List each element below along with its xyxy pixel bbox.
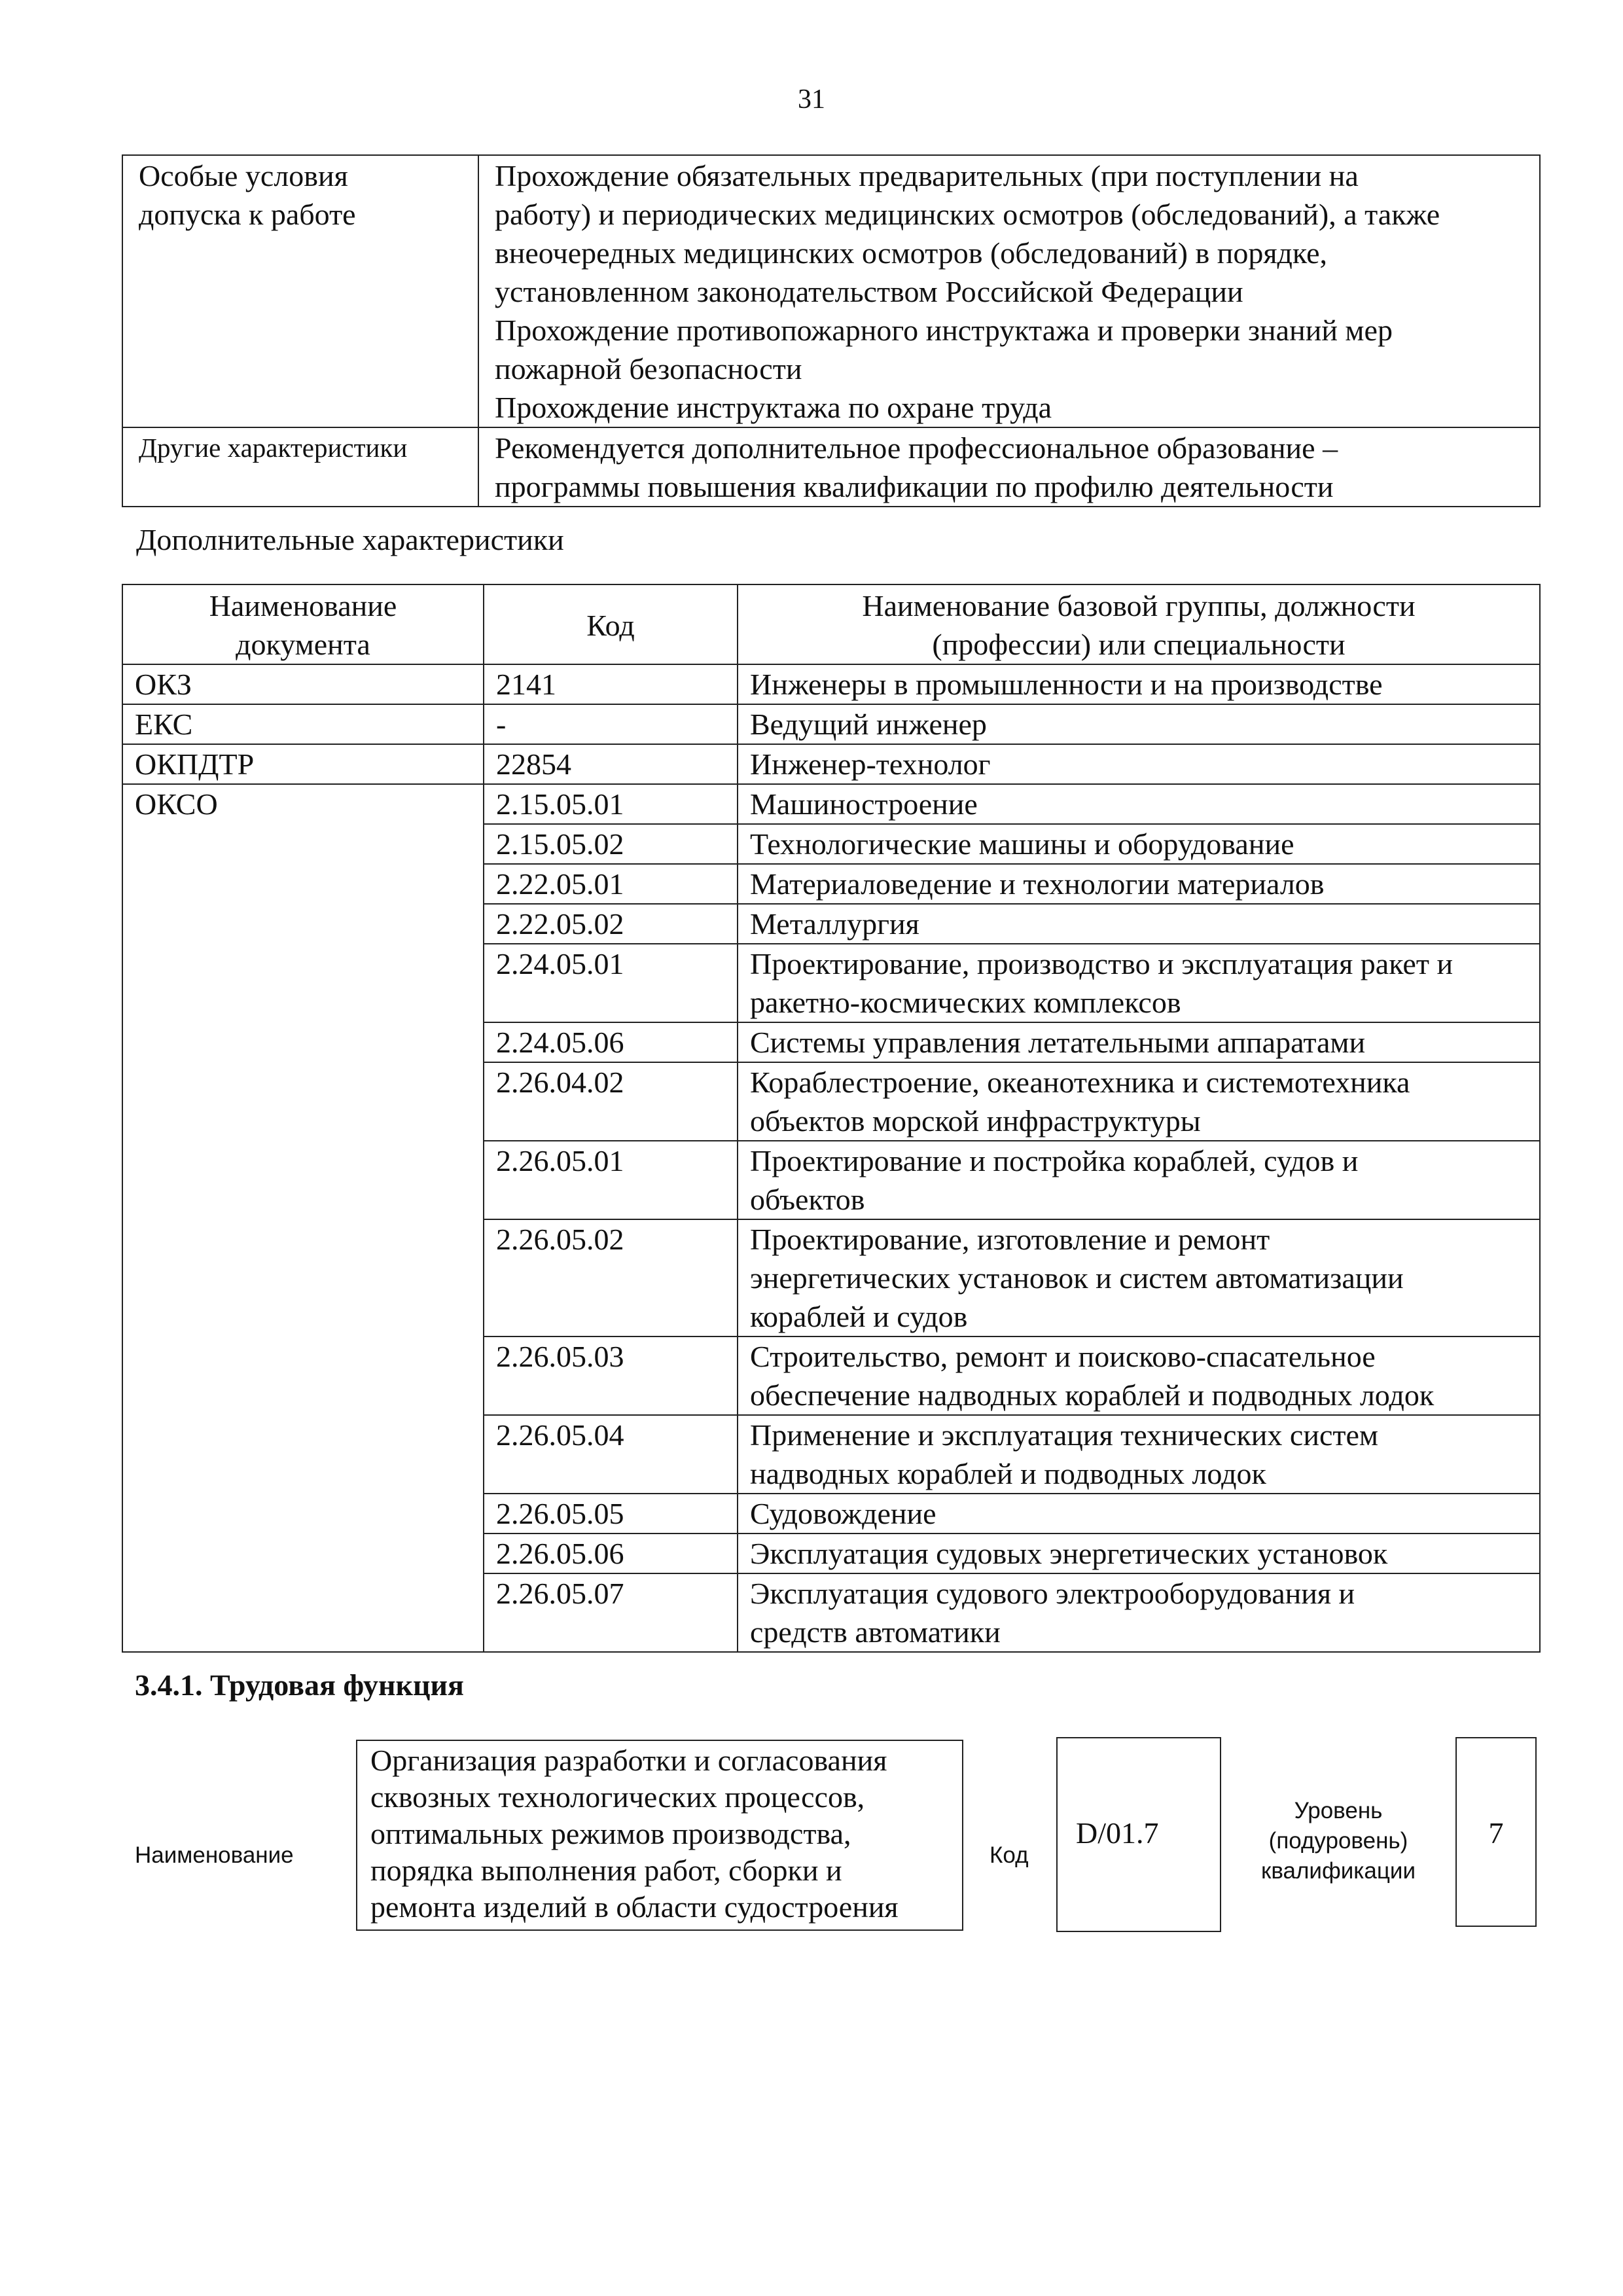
- cell-line: Эксплуатация судовых энергетических установок: [750, 1537, 1388, 1570]
- level-label-line: (подуровень): [1268, 1828, 1408, 1854]
- name-cell: [738, 704, 1540, 744]
- labor-function-title: 3.4.1. Трудовая функция: [135, 1668, 464, 1702]
- cell-line: Инженеры в промышленности и на производстве: [750, 668, 1383, 701]
- name-cell: [738, 1336, 1540, 1415]
- table-header-row: [122, 584, 1540, 664]
- cell-line: Рекомендуется дополнительное профессиональное образование –: [495, 431, 1338, 465]
- page-number: 31: [798, 84, 825, 115]
- level-label: [1243, 1796, 1433, 1886]
- cell-line: Металлургия: [750, 907, 919, 941]
- cell-line: сквозных технологических процессов,: [370, 1780, 865, 1814]
- document-cell: ЕКС: [122, 704, 484, 744]
- conditions-label-cell: [122, 155, 478, 427]
- code-cell: -: [484, 704, 738, 744]
- cell-line: Применение и эксплуатация технических систем: [750, 1418, 1379, 1452]
- header-cell-document: [122, 584, 484, 664]
- cell-line: Технологические машины и оборудование: [750, 827, 1294, 861]
- function-name-box: [356, 1740, 963, 1931]
- level-label-line: Уровень: [1294, 1798, 1383, 1823]
- code-cell: 22854: [484, 744, 738, 784]
- name-cell: [738, 1062, 1540, 1141]
- cell-line: Наименование базовой группы, должности: [862, 589, 1416, 622]
- code-cell: 2.26.05.07: [484, 1573, 738, 1652]
- table-row: [122, 744, 1540, 784]
- name-cell: [738, 864, 1540, 904]
- name-cell: [738, 1415, 1540, 1494]
- code-cell: 2.15.05.01: [484, 784, 738, 824]
- cell-line: Организация разработки и согласования: [370, 1744, 887, 1777]
- single-rows: [122, 664, 1540, 784]
- cell-line: средств автоматики: [750, 1615, 1001, 1649]
- cell-line: Прохождение инструктажа по охране труда: [495, 391, 1052, 424]
- code-label: Код: [990, 1842, 1029, 1868]
- cell-line: пожарной безопасности: [495, 352, 802, 386]
- code-cell: 2.26.05.04: [484, 1415, 738, 1494]
- cell-line: Материаловедение и технологии материалов: [750, 867, 1325, 901]
- table-row: [122, 155, 1540, 427]
- conditions-table: [122, 154, 1541, 507]
- table-row: [122, 784, 1540, 824]
- extra-characteristics-table: [122, 584, 1541, 1653]
- cell-line: Системы управления летательными аппаратами: [750, 1026, 1366, 1059]
- cell-line: Машиностроение: [750, 787, 978, 821]
- cell-line: Строительство, ремонт и поисково-спасательное: [750, 1340, 1376, 1373]
- cell-line: Инженер-технолог: [750, 747, 991, 781]
- code-cell: 2.15.05.02: [484, 824, 738, 864]
- name-cell: [738, 824, 1540, 864]
- cell-line: установленном законодательством Российской Федерации: [495, 275, 1243, 308]
- cell-line: Проектирование, производство и эксплуатация ракет и: [750, 947, 1454, 980]
- conditions-value-cell: [478, 427, 1540, 507]
- level-label-line: квалификации: [1261, 1858, 1416, 1884]
- code-cell: 2.26.04.02: [484, 1062, 738, 1141]
- cell-line: Другие характеристики: [139, 433, 408, 463]
- code-cell: 2.26.05.02: [484, 1219, 738, 1336]
- table-row: [122, 664, 1540, 704]
- cell-line: Эксплуатация судового электрооборудования и: [750, 1577, 1355, 1610]
- cell-line: объектов: [750, 1183, 865, 1216]
- name-cell: [738, 1022, 1540, 1062]
- function-code-box: D/01.7: [1056, 1737, 1221, 1932]
- cell-line: Проектирование, изготовление и ремонт: [750, 1223, 1270, 1256]
- cell-line: Прохождение обязательных предварительных (при поступлении на: [495, 159, 1359, 192]
- table-row: [122, 704, 1540, 744]
- cell-line: объектов морской инфраструктуры: [750, 1104, 1201, 1138]
- document-cell: ОКСО: [122, 784, 484, 1652]
- name-cell: [738, 1141, 1540, 1219]
- code-cell: 2.26.05.05: [484, 1494, 738, 1534]
- code-cell: 2.22.05.01: [484, 864, 738, 904]
- name-cell: [738, 664, 1540, 704]
- cell-line: ремонта изделий в области судостроения: [370, 1890, 899, 1924]
- code-cell: 2.24.05.01: [484, 944, 738, 1022]
- name-cell: [738, 1573, 1540, 1652]
- cell-line: Прохождение противопожарного инструктажа и проверки знаний мер: [495, 314, 1393, 347]
- cell-line: порядка выполнения работ, сборки и: [370, 1854, 842, 1887]
- cell-line: обеспечение надводных кораблей и подводных лодок: [750, 1378, 1435, 1412]
- code-cell: 2.26.05.01: [484, 1141, 738, 1219]
- cell-line: допуска к работе: [139, 198, 356, 231]
- cell-line: энергетических установок и систем автоматизации: [750, 1261, 1404, 1295]
- name-cell: [738, 1219, 1540, 1336]
- qualification-level-box: 7: [1455, 1737, 1537, 1927]
- code-cell: 2.22.05.02: [484, 904, 738, 944]
- cell-line: документа: [236, 628, 370, 661]
- cell-line: Наименование: [209, 589, 397, 622]
- cell-line: Ведущий инженер: [750, 708, 987, 741]
- name-cell: [738, 1494, 1540, 1534]
- code-cell: 2141: [484, 664, 738, 704]
- cell-line: оптимальных режимов производства,: [370, 1817, 851, 1850]
- name-cell: [738, 944, 1540, 1022]
- header-cell-name: [738, 584, 1540, 664]
- cell-line: кораблей и судов: [750, 1300, 968, 1333]
- cell-line: ракетно-космических комплексов: [750, 986, 1181, 1019]
- code-cell: 2.26.05.03: [484, 1336, 738, 1415]
- header-cell-code: Код: [484, 584, 738, 664]
- cell-line: работу) и периодических медицинских осмотров (обследований), а также: [495, 198, 1440, 231]
- name-cell: [738, 744, 1540, 784]
- conditions-value-cell: [478, 155, 1540, 427]
- document-cell: ОКЗ: [122, 664, 484, 704]
- name-cell: [738, 1534, 1540, 1573]
- code-cell: 2.24.05.06: [484, 1022, 738, 1062]
- cell-line: (профессии) или специальности: [932, 628, 1346, 661]
- cell-line: внеочередных медицинских осмотров (обследований) в порядке,: [495, 236, 1328, 270]
- cell-line: программы повышения квалификации по профилю деятельности: [495, 470, 1334, 503]
- document-cell: ОКПДТР: [122, 744, 484, 784]
- okso-rows: [122, 784, 1540, 1652]
- cell-line: Кораблестроение, океанотехника и системотехника: [750, 1066, 1410, 1099]
- cell-line: Особые условия: [139, 159, 348, 192]
- name-cell: [738, 784, 1540, 824]
- table-row: [122, 427, 1540, 507]
- cell-line: Проектирование и постройка кораблей, судов и: [750, 1144, 1359, 1177]
- cell-line: надводных кораблей и подводных лодок: [750, 1457, 1266, 1490]
- section-heading: Дополнительные характеристики: [136, 523, 564, 556]
- conditions-label-cell: [122, 427, 478, 507]
- cell-line: Судовождение: [750, 1497, 936, 1530]
- name-label: Наименование: [135, 1842, 294, 1868]
- name-cell: [738, 904, 1540, 944]
- code-cell: 2.26.05.06: [484, 1534, 738, 1573]
